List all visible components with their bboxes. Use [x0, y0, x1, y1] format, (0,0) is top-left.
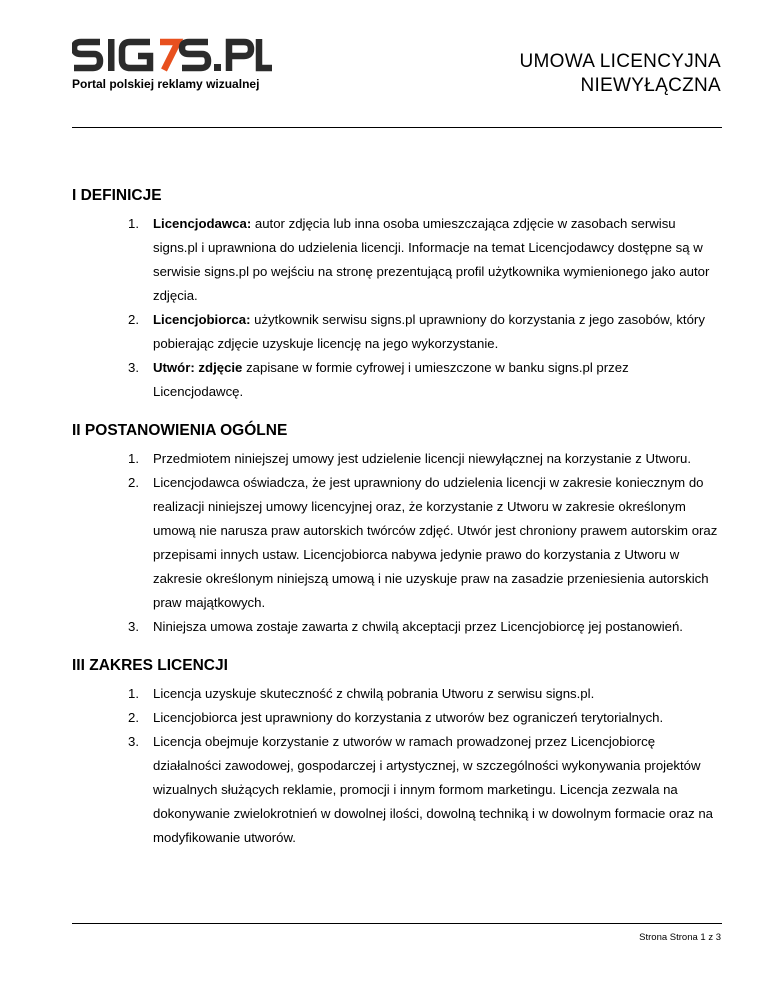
list-item: 3. Niniejsza umowa zostaje zawarta z chwilą akceptacji przez Licencjobiorcę jej postanowień.: [128, 619, 683, 634]
list-item: 3. Utwór: zdjęcie zapisane w formie cyfrowej i umieszczone w banku signs.pl przez Licencjodawcę.: [128, 360, 629, 399]
list-item: 2. Licencjodawca oświadcza, że jest uprawniony do udzielenia licencji w zakresie koniecznym do realizacji niniejszej umowy licencyjnej oraz, że korzystanie z Utworu w zakresie określonym umową nie narusza praw autorskich twórców zdjęć. Utwór jest chroniony prawem autorskim oraz przepisami innych ustaw. Licencjobiorca nabywa jedynie prawo do korzystania z Utworu w zakresie określonym niniejszą umową i nie uzyskuje praw na zasadzie przeniesienia autorskich praw majątkowych.: [128, 475, 718, 610]
list-item: 1. Przedmiotem niniejszej umowy jest udzielenie licencji niewyłącznej na korzystanie z Utworu.: [128, 451, 691, 466]
signs-logo: [72, 38, 272, 72]
section-heading: II POSTANOWIENIA OGÓLNE: [72, 422, 288, 439]
list-item: 3. Licencja obejmuje korzystanie z utworów w ramach prowadzonej przez Licencjobiorcę działalności zawodowej, gospodarczej i artystycznej, w szczególności wykonywania projektów wizualnych służących reklamie, promocji i innym formom marketingu. Licencja zezwala na dokonywanie zwielokrotnień w dowolnej ilości, dowolną techniką i w dowolnym formacie oraz na modyfikowanie utworów.: [128, 734, 714, 845]
general-provisions-list: [72, 447, 722, 639]
list-item: 2. Licencjobiorca jest uprawniony do korzystania z utworów bez ograniczeń terytorialnych.: [128, 710, 664, 725]
signs-logo-mark: [72, 38, 272, 72]
document-body: [72, 186, 722, 867]
page-number: Strona Strona 1 z 3: [639, 932, 721, 943]
footer-divider: [72, 923, 722, 924]
license-scope-list: [72, 682, 722, 850]
document-title-line-2: NIEWYŁĄCZNA: [580, 75, 721, 96]
document-title-line-1: UMOWA LICENCYJNA: [519, 51, 721, 72]
section-heading: III ZAKRES LICENCJI: [72, 657, 228, 674]
list-item: 1. Licencjodawca: autor zdjęcia lub inna osoba umieszczająca zdjęcie w zasobach serwisu signs.pl i uprawniona do udzielenia licencji. Informacje na temat Licencjodawcy dostępne są w serwisie signs.pl po wejściu na stronę prezentującą profil użytkownika wymienionego jako autor zdjęcia.: [128, 216, 710, 303]
portal-tagline: Portal polskiej reklamy wizualnej: [72, 77, 260, 91]
header-divider: [72, 127, 722, 128]
document-title: [519, 50, 721, 98]
section-heading: I DEFINICJE: [72, 187, 162, 204]
section-license-scope: [72, 656, 722, 850]
section-general-provisions: [72, 421, 722, 639]
section-definitions: [72, 186, 722, 404]
list-item: 2. Licencjobiorca: użytkownik serwisu signs.pl uprawniony do korzystania z jego zasobów, który pobierając zdjęcie uzyskuje licencję na jego wykorzystanie.: [128, 312, 705, 351]
list-item: 1. Licencja uzyskuje skuteczność z chwilą pobrania Utworu z serwisu signs.pl.: [128, 686, 595, 701]
definitions-list: [72, 212, 722, 404]
